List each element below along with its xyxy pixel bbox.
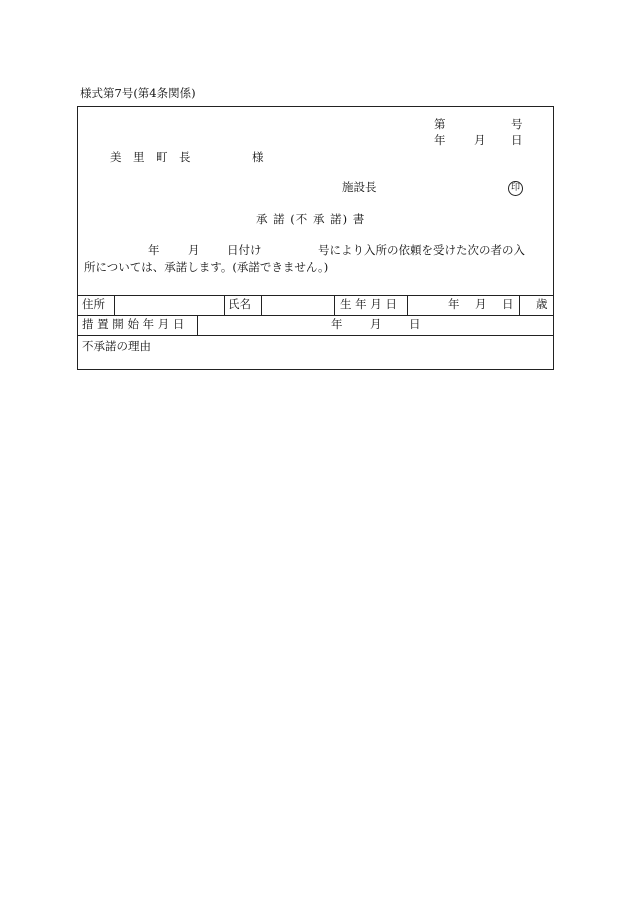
seal-icon: 印 — [508, 181, 523, 196]
body-text-line2: 所については、承諾します。(承諾できません。) — [84, 260, 329, 274]
start-year: 年 — [331, 317, 343, 331]
col-divider — [407, 295, 408, 315]
body-year: 年 — [148, 243, 160, 257]
birth-date-label: 生 年 月 日 — [340, 297, 397, 311]
body-dated: 日付け — [227, 243, 262, 257]
honorific: 様 — [252, 150, 264, 164]
seal-mark — [508, 181, 523, 196]
body-month: 月 — [188, 243, 200, 257]
date-day: 日 — [511, 133, 523, 147]
refusal-reason-label: 不承諾の理由 — [82, 339, 151, 353]
table-row-rule-2 — [78, 335, 553, 336]
number-prefix: 第 — [434, 117, 446, 131]
form-frame — [77, 106, 554, 370]
col-divider — [224, 295, 225, 315]
name-label: 氏名 — [228, 297, 251, 311]
table-top-rule — [78, 295, 553, 296]
start-day: 日 — [409, 317, 421, 331]
birth-month: 月 — [475, 297, 487, 311]
col-divider — [334, 295, 335, 315]
address-label: 住所 — [82, 297, 105, 311]
form-number: 様式第7号(第4条関係) — [80, 86, 196, 100]
date-year: 年 — [434, 133, 446, 147]
start-date-label: 措 置 開 始 年 月 日 — [82, 317, 185, 331]
facility-head-label: 施設長 — [342, 180, 377, 194]
addressee: 美 里 町 長 — [110, 150, 191, 164]
body-text-line1: 号により入所の依頼を受けた次の者の入 — [318, 243, 525, 257]
col-divider — [261, 295, 262, 315]
col-divider — [519, 295, 520, 315]
col-divider — [197, 315, 198, 335]
date-month: 月 — [474, 133, 486, 147]
table-row-rule-1 — [78, 315, 553, 316]
birth-year: 年 — [448, 297, 460, 311]
start-month: 月 — [370, 317, 382, 331]
age-unit: 歳 — [536, 297, 548, 311]
col-divider — [114, 295, 115, 315]
birth-day: 日 — [502, 297, 514, 311]
number-suffix: 号 — [511, 117, 523, 131]
document-title: 承 諾 (不 承 諾) 書 — [256, 212, 366, 226]
